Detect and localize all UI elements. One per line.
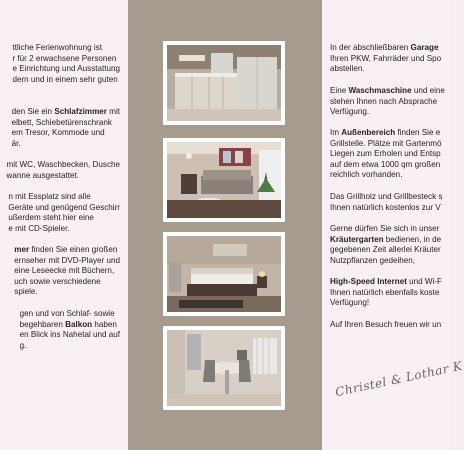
internet-paragraph: High-Speed Internet und Wi-F Ihnen natürlich ebenfalls koste Verfügung! — [330, 277, 442, 308]
kitchen-paragraph: n mit Essplatz sind alle Geräte und genügend Geschirr ußerdem steht hier eine e mit CD-Spieler. — [8, 192, 120, 233]
living-room-photo — [163, 138, 285, 222]
herb-garden-paragraph: Gerne dürfen Sie sich in unser Kräutergarten bedienen, in de gegebenen Zeit allerlei Kräuter Nutzpflanzen gedeihen, — [330, 224, 442, 265]
dining-image — [167, 330, 281, 406]
bathroom-paragraph: mit WC, Waschbecken, Dusche wanne ausgestattet. — [6, 160, 120, 180]
intro-paragraph: ttliche Ferienwohnung ist r für 2 erwachsene Personen e Einrichtung und Ausstattung dern und in einem sehr guten — [12, 43, 120, 84]
dining-photo — [163, 326, 285, 410]
host-signature: Christel & Lothar K — [333, 358, 464, 400]
left-text-column — [0, 0, 128, 450]
bedroom-paragraph: den Sie ein Schlafzimmer mit elbett, Schiebetürenschrank em Tresor, Kommode und är. — [11, 107, 120, 148]
balcony-paragraph: gen und von Schlaf- sowie begehbaren Balkon haben en Blick ins Nahetal und auf g. — [19, 309, 120, 350]
bedroom-photo — [163, 232, 285, 316]
grill-paragraph: Das Grillholz und Grillbesteck s Ihnen natürlich kostenlos zur V — [330, 192, 443, 212]
kitchen-image — [167, 45, 281, 121]
kitchen-photo — [163, 41, 285, 125]
living-room-paragraph: mer finden Sie einen großen ernseher mit DVD-Player und eine Leseecke mit Büchern, uch sowie verschiedene spiele. — [14, 245, 120, 297]
closing-paragraph: Auf Ihren Besuch freuen wir un — [330, 320, 442, 329]
garage-paragraph: In der abschließbaren Garage Ihren PKW, Fahrräder und Spo abstellen. — [330, 43, 442, 74]
outdoor-paragraph: Im Außenbereich finden Sie e Grillstelle. Plätze mit Gartenmö Liegen zum Erholen und Entsp auf dem etwa 1000 qm großen reichlich vorhanden. — [330, 128, 442, 180]
living-room-image — [167, 142, 281, 218]
laundry-paragraph: Eine Waschmaschine und eine stehen Ihnen nach Absprache Verfügung. — [330, 86, 445, 117]
bedroom-image — [167, 236, 281, 312]
right-text-column — [322, 0, 464, 450]
